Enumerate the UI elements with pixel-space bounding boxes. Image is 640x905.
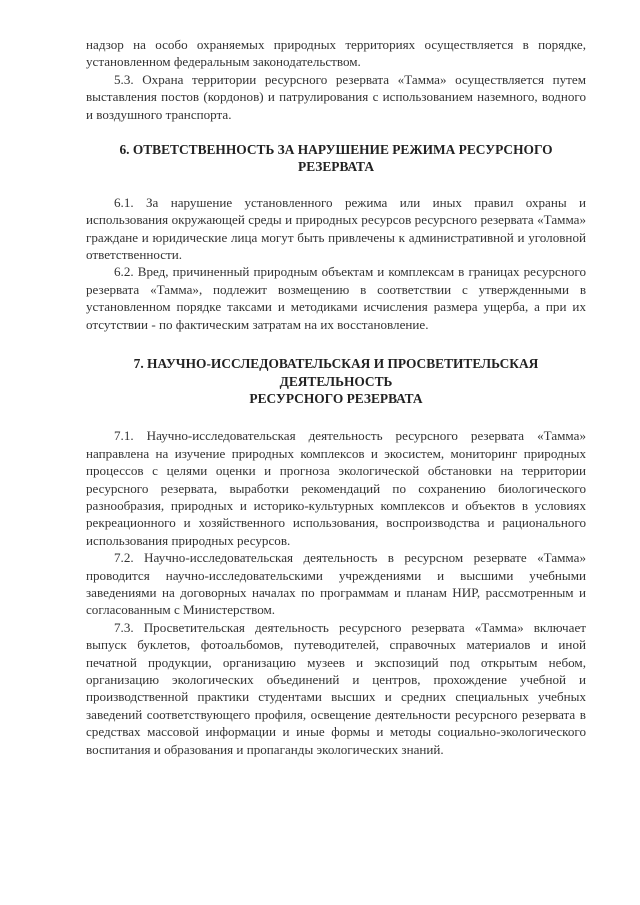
paragraph-5-3: 5.3. Охрана территории ресурсного резервата «Тамма» осуществляется путем выставления постов (кордонов) и патрулирования с использованием наземного, водного и воздушного транспорта. xyxy=(86,71,586,122)
paragraph-7-1: 7.1. Научно-исследовательская деятельность ресурсного резервата «Тамма» направлена на изучение природных комплексов и экосистем, мониторинг природных процессов с целями оценки и прогноза экологической обстановки на территории ресурсного резервата, выработки рекомендаций по сохранению биологического разнообразия, природных и историко-культурных комплексов и объектов в условиях рекреационного и хозяйственного использования, воспроизводства и рационального использования природных ресурсов. xyxy=(86,428,586,548)
paragraph-7-2: 7.2. Научно-исследовательская деятельность в ресурсном резервате «Тамма» проводится научно-исследовательскими учреждениями и высшими учебными заведениями на договорных началах по программам и планам НИР, рассмотренным и согласованным с Министерством. xyxy=(86,550,586,618)
section-6-heading xyxy=(86,141,586,176)
section-6-title-line-1: 6. ОТВЕТСТВЕННОСТЬ ЗА НАРУШЕНИЕ РЕЖИМА РЕСУРСНОГО xyxy=(119,142,553,158)
paragraph-6-2: 6.2. Вред, причиненный природным объектам и комплексам в границах ресурсного резервата «Тамма», подлежит возмещению в соответствии с утвержденными в установленном порядке таксами и методиками исчисления размера ущерба, а при их отсутствии - по фактическим затратам на их восстановление. xyxy=(86,264,586,332)
section-7-title-line-1: 7. НАУЧНО-ИССЛЕДОВАТЕЛЬСКАЯ И ПРОСВЕТИТЕЛЬСКАЯ xyxy=(133,356,539,372)
section-7-title-line-3: РЕСУРСНОГО РЕЗЕРВАТА xyxy=(249,390,423,406)
section-6-title-line-2: РЕЗЕРВАТА xyxy=(298,159,374,175)
document-page xyxy=(86,36,586,758)
section-7-title-line-2: ДЕЯТЕЛЬНОСТЬ xyxy=(279,373,393,389)
paragraph-7-3: 7.3. Просветительская деятельность ресурсного резервата «Тамма» включает выпуск буклетов, фотоальбомов, путеводителей, справочных материалов и иной печатной продукции, организацию музеев и экспозиций под открытым небом, организацию экологических объединений и центров, прохождение учебной и производственной практики студентами высших и средних специальных учебных заведений соответствующего профиля, освещение деятельности ресурсного резервата в средствах массовой информации и иные формы и методы социально-экологического воспитания и образования и пропаганды экологических знаний. xyxy=(86,619,586,757)
intro-paragraph-1: надзор на особо охраняемых природных территориях осуществляется в порядке, установленном федеральным законодательством. xyxy=(86,37,586,70)
paragraph-6-1: 6.1. За нарушение установленного режима или иных правил охраны и использования окружающей среды и природных ресурсов ресурсного резервата «Тамма» граждане и юридические лица могут быть привлечены к административной и уголовной ответственности. xyxy=(86,194,586,263)
section-7-heading xyxy=(86,355,586,407)
